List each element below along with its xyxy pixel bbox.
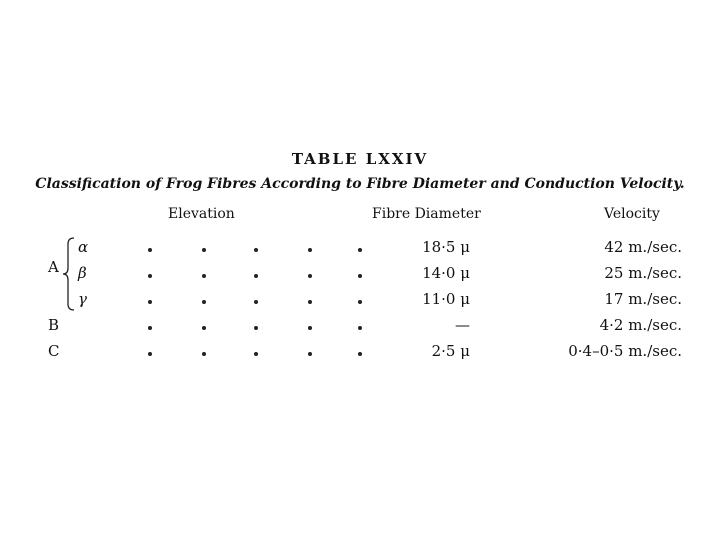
- table-row: [0, 314, 720, 340]
- row-diameter: 14·0 μ: [422, 264, 470, 282]
- row-diameter: —: [455, 316, 470, 334]
- row-velocity: 42 m./sec.: [604, 238, 682, 256]
- row-velocity: 25 m./sec.: [604, 264, 682, 282]
- table-row: [0, 262, 720, 288]
- row-label: β: [78, 264, 87, 282]
- row-diameter: 18·5 μ: [422, 238, 470, 256]
- table-row: [0, 288, 720, 314]
- table-caption: Classification of Frog Fibres According to Fibre Diameter and Conduction Velocity.: [35, 176, 685, 192]
- row-velocity: 0·4–0·5 m./sec.: [568, 342, 682, 360]
- row-label: γ: [78, 290, 87, 308]
- row-velocity: 17 m./sec.: [604, 290, 682, 308]
- table-row: [0, 340, 720, 366]
- table-row: [0, 236, 720, 262]
- row-label: C: [48, 342, 60, 360]
- group-a-label: A: [48, 258, 59, 276]
- row-velocity: 4·2 m./sec.: [599, 316, 682, 334]
- row-label: α: [78, 238, 89, 256]
- row-diameter: 11·0 μ: [422, 290, 470, 308]
- header-fibre-diameter: Fibre Diameter: [372, 206, 481, 222]
- header-elevation: Elevation: [168, 206, 235, 222]
- row-diameter: 2·5 μ: [431, 342, 470, 360]
- header-velocity: Velocity: [604, 206, 660, 222]
- row-label: B: [48, 316, 60, 334]
- table-title: TABLE LXXIV: [291, 150, 429, 168]
